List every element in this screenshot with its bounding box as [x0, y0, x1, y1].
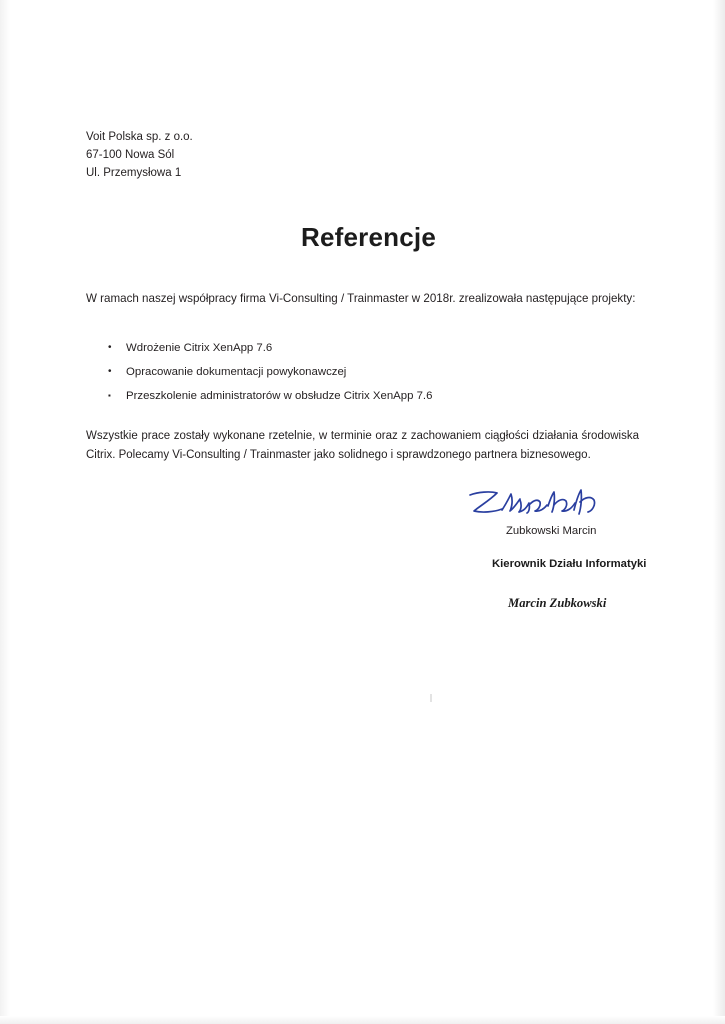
- list-item-label: Przeszkolenie administratorów w obsłudze Citrix XenApp 7.6: [126, 390, 433, 402]
- handwritten-signature-icon: [464, 486, 604, 520]
- list-item: [86, 384, 639, 408]
- scan-artifact: [430, 694, 432, 702]
- project-list: [86, 336, 639, 408]
- signatory-stamp: Marcin Zubkowski: [508, 596, 607, 610]
- scan-edge-right: [713, 0, 725, 1024]
- closing-paragraph: Wszystkie prace zostały wykonane rzetelnie, w terminie oraz z zachowaniem ciągłości działania środowiska Citrix. Polecamy Vi-Consulting / Trainmaster jako solidnego i sprawdzonego partnera biznesowego.: [86, 430, 639, 461]
- signatory-role: Kierownik Działu Informatyki: [492, 558, 647, 570]
- sender-address-block: [86, 128, 193, 182]
- bullet-dot-icon: •: [108, 342, 112, 353]
- page-title: Referencje: [301, 222, 436, 252]
- bullet-dot-icon: •: [108, 366, 112, 377]
- bullet-square-icon: ▪: [108, 391, 111, 400]
- list-item: [86, 360, 639, 384]
- list-item: [86, 336, 639, 360]
- sender-city: 67-100 Nowa Sól: [86, 149, 175, 161]
- sender-street: Ul. Przemysłowa 1: [86, 167, 182, 179]
- scan-edge-left: [0, 0, 10, 1024]
- intro-paragraph: W ramach naszej współpracy firma Vi-Consulting / Trainmaster w 2018r. zrealizowała następujące projekty:: [86, 292, 636, 305]
- sender-company: Voit Polska sp. z o.o.: [86, 131, 193, 143]
- list-item-label: Opracowanie dokumentacji powykonawczej: [126, 366, 347, 378]
- scan-edge-bottom: [0, 1016, 725, 1024]
- list-item-label: Wdrożenie Citrix XenApp 7.6: [126, 342, 273, 354]
- signatory-name: Zubkowski Marcin: [506, 525, 597, 537]
